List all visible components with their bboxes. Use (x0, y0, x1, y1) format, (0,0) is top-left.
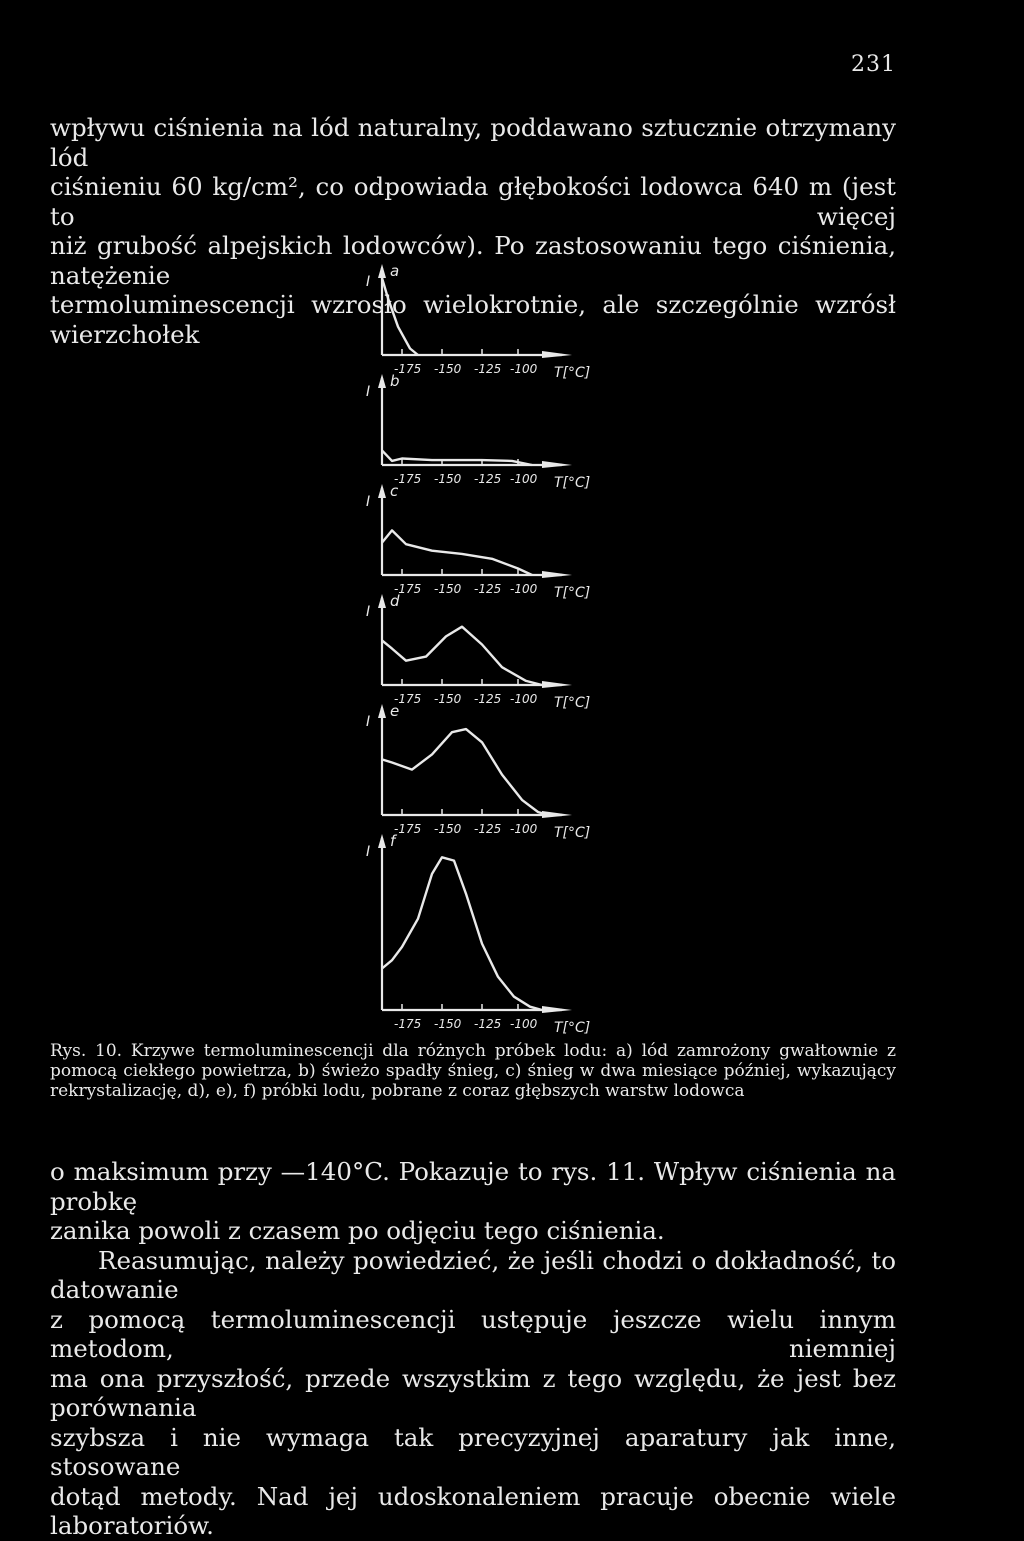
y-axis-label: I (366, 604, 371, 620)
x-unit-label: T[°C] (554, 365, 591, 381)
x-axis-arrow (542, 571, 572, 578)
text-line: dotąd metody. Nad jej udoskonaleniem pracuje obecnie wiele laboratoriów. (50, 1481, 896, 1540)
y-axis-label: I (366, 844, 371, 860)
y-axis-arrow (378, 594, 386, 608)
x-tick-label: -175 (394, 1017, 422, 1031)
y-axis-label: I (366, 274, 371, 290)
thermoluminescence-curve (382, 729, 548, 815)
x-unit-label: T[°C] (554, 1020, 591, 1036)
x-tick-label: -150 (434, 822, 462, 836)
panel-label: c (390, 482, 399, 500)
thermoluminescence-curve (382, 857, 542, 1010)
figure-thermoluminescence-curves (360, 260, 600, 1040)
text-line: zanika powoli z czasem po odjęciu tego ciśnienia. (50, 1216, 665, 1245)
panel-label: a (390, 262, 400, 280)
x-tick-label: -100 (510, 822, 538, 836)
x-unit-label: T[°C] (554, 695, 591, 711)
text-line: Reasumując, należy powiedzieć, że jeśli chodzi o dokładność, to datowanie (50, 1245, 896, 1304)
figure-caption (50, 1041, 896, 1101)
x-axis-arrow (542, 681, 572, 688)
panel-label: e (390, 702, 400, 720)
x-tick-label: -150 (434, 362, 462, 376)
y-axis-arrow (378, 264, 386, 278)
x-tick-label: -150 (434, 692, 462, 706)
x-tick-label: -175 (394, 822, 422, 836)
x-tick-label: -125 (474, 582, 502, 596)
x-tick-label: -125 (474, 362, 502, 376)
caption-text: Krzywe termoluminescencji dla różnych próbek lodu: a) lód zamrożony gwałtownie z pomocą ciekłego powietrza, b) świeżo spadły śnieg, c) śnieg w dwa miesiące później, wykazujący rekrystalizację, d), e), f) próbki lodu, pobrane z coraz głębszych warstw lodowca (50, 1041, 896, 1101)
x-tick-label: -150 (434, 472, 462, 486)
y-axis-arrow (378, 484, 386, 498)
x-tick-label: -100 (510, 362, 538, 376)
figure-svg (360, 260, 600, 1040)
x-tick-label: -125 (474, 1017, 502, 1031)
thermoluminescence-curve (382, 450, 532, 465)
x-tick-label: -150 (434, 582, 462, 596)
page-number: 231 (851, 52, 896, 77)
text-line: ciśnieniu 60 kg/cm², co odpowiada głębokości lodowca 640 m (jest to więcej (50, 172, 896, 231)
y-axis-label: I (366, 384, 371, 400)
y-axis-label: I (366, 494, 371, 510)
x-tick-label: -100 (510, 1017, 538, 1031)
text-line: z pomocą termoluminescencji ustępuje jeszcze wielu innym metodom, niemniej (50, 1304, 896, 1363)
text-line: szybsza i nie wymaga tak precyzyjnej aparatury jak inne, stosowane (50, 1422, 896, 1481)
x-unit-label: T[°C] (554, 825, 591, 841)
text-line: ma ona przyszłość, przede wszystkim z tego względu, że jest bez porównania (50, 1363, 896, 1422)
x-tick-label: -175 (394, 472, 422, 486)
caption-label: Rys. 10. (50, 1041, 123, 1061)
paragraph-bottom (50, 1157, 896, 1541)
text-line: o maksimum przy —140°C. Pokazuje to rys. 11. Wpływ ciśnienia na probkę (50, 1157, 896, 1216)
x-tick-label: -100 (510, 692, 538, 706)
panel-label: b (390, 372, 400, 390)
x-tick-label: -125 (474, 692, 502, 706)
thermoluminescence-curve (382, 627, 542, 685)
x-tick-label: -150 (434, 1017, 462, 1031)
x-tick-label: -100 (510, 582, 538, 596)
x-tick-label: -100 (510, 472, 538, 486)
text-line: wpływu ciśnienia na lód naturalny, poddawano sztucznie otrzymany lód (50, 113, 896, 172)
x-axis-arrow (542, 351, 572, 358)
panel-label: d (390, 592, 400, 610)
x-tick-label: -125 (474, 472, 502, 486)
thermoluminescence-curve (382, 530, 532, 575)
x-tick-label: -125 (474, 822, 502, 836)
x-tick-label: -175 (394, 582, 422, 596)
panel-label: f (390, 832, 396, 850)
text-line: termoluminescencji wzrosło wielokrotnie, ale szczególnie wzrósł wierzchołek (50, 290, 896, 349)
y-axis-arrow (378, 704, 386, 718)
x-axis-arrow (542, 461, 572, 468)
x-unit-label: T[°C] (554, 585, 591, 601)
y-axis-label: I (366, 714, 371, 730)
x-axis-arrow (542, 1006, 572, 1013)
x-tick-label: -175 (394, 362, 422, 376)
y-axis-arrow (378, 834, 386, 848)
x-unit-label: T[°C] (554, 475, 591, 491)
y-axis-arrow (378, 374, 386, 388)
thermoluminescence-curve (382, 278, 418, 355)
x-tick-label: -175 (394, 692, 422, 706)
text-line: niż grubość alpejskich lodowców). Po zastosowaniu tego ciśnienia, natężenie (50, 231, 896, 290)
